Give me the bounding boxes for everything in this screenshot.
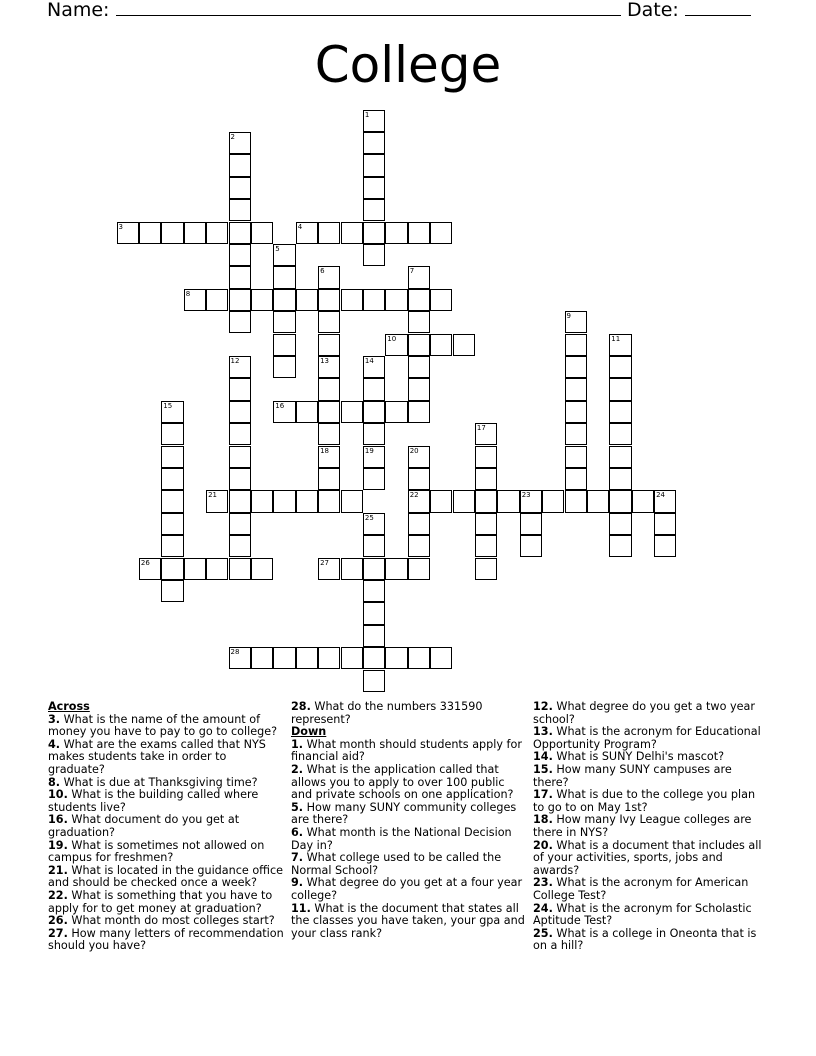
clue-item-number: 3. [48,712,61,726]
clue-item-number: 1. [291,737,304,751]
grid-cell[interactable] [161,535,183,557]
down-clues-column-1 [291,701,527,940]
grid-cell[interactable] [587,490,609,512]
clue-item-number: 13. [533,725,553,739]
grid-cell[interactable] [229,199,251,221]
across-clues-column [48,701,284,953]
clue-item-text: What degree do you get a two year school? [533,700,755,726]
grid-cell[interactable] [318,558,340,580]
clue-item [48,928,284,953]
grid-cell[interactable] [318,468,340,490]
clue-item-text: What is the name of the amount of money you have to pay to go to college? [48,712,278,739]
clue-number: 1 [364,110,370,119]
clue-number: 14 [364,356,374,365]
name-label: Name: [47,0,110,21]
grid-cell[interactable] [318,401,340,423]
grid-cell[interactable] [296,490,318,512]
clue-item-number: 4. [48,737,61,751]
grid-cell[interactable] [363,423,385,445]
grid-cell[interactable] [229,289,251,311]
grid-cell[interactable] [565,311,587,333]
grid-cell[interactable] [408,446,430,468]
date-field[interactable] [627,0,751,21]
grid-cell[interactable] [229,244,251,266]
grid-cell[interactable] [654,535,676,557]
clue-item-number: 27. [48,926,68,940]
grid-cell[interactable] [363,647,385,669]
grid-cell[interactable] [385,222,407,244]
grid-cell[interactable] [318,356,340,378]
clue-item-text: How many SUNY community colleges are there? [291,800,517,827]
grid-cell[interactable] [206,490,228,512]
clue-item-number: 20. [533,838,553,852]
grid-cell[interactable] [229,222,251,244]
clue-item-text: What document do you get at graduation? [48,813,240,839]
grid-cell[interactable] [251,222,273,244]
clue-number: 7 [409,267,415,276]
clue-number: 23 [521,491,531,500]
grid-cell[interactable] [184,222,206,244]
clue-number: 17 [476,424,486,433]
grid-cell[interactable] [273,647,295,669]
clue-item [48,814,284,839]
clue-number: 15 [163,401,173,410]
down-clues-column-2 [533,701,769,953]
grid-cell[interactable] [161,580,183,602]
grid-cell[interactable] [161,513,183,535]
grid-cell[interactable] [542,490,564,512]
grid-cell[interactable] [497,490,519,512]
grid-cell[interactable] [609,356,631,378]
grid-cell[interactable] [385,558,407,580]
clue-number: 6 [320,267,325,276]
grid-cell[interactable] [161,490,183,512]
clue-item-text: How many SUNY campuses are there? [533,762,732,789]
grid-cell[interactable] [273,266,295,288]
grid-cell[interactable] [318,266,340,288]
grid-cell[interactable] [430,222,452,244]
grid-cell[interactable] [408,468,430,490]
grid-cell[interactable] [161,423,183,445]
clue-item-text: What is the document that states all the classes you have taken, your gpa and your class rank? [291,901,525,940]
clue-item [291,903,527,941]
clue-item [291,802,527,827]
grid-cell[interactable] [565,468,587,490]
grid-cell[interactable] [609,423,631,445]
grid-cell[interactable] [139,222,161,244]
grid-cell[interactable] [273,401,295,423]
clue-item-text: What college used to be called the Normal School? [291,851,502,877]
clue-item [291,852,527,877]
grid-cell[interactable] [296,289,318,311]
grid-cell[interactable] [430,334,452,356]
grid-cell[interactable] [229,535,251,557]
grid-cell[interactable] [475,446,497,468]
grid-cell[interactable] [408,378,430,400]
clue-item-number: 11. [291,901,311,915]
grid-cell[interactable] [117,222,139,244]
grid-cell[interactable] [296,401,318,423]
grid-cell[interactable] [273,244,295,266]
grid-cell[interactable] [184,558,206,580]
grid-cell[interactable] [475,490,497,512]
clue-item-number: 12. [533,700,553,713]
grid-cell[interactable] [341,222,363,244]
clue-item [533,877,769,902]
name-line[interactable] [116,0,621,16]
grid-cell[interactable] [363,468,385,490]
grid-cell[interactable] [318,289,340,311]
clue-item-text: What is sometimes not allowed on campus for freshmen? [48,838,265,865]
grid-cell[interactable] [609,401,631,423]
grid-cell[interactable] [565,334,587,356]
grid-cell[interactable] [565,446,587,468]
grid-cell[interactable] [565,401,587,423]
grid-cell[interactable] [363,356,385,378]
grid-cell[interactable] [273,334,295,356]
grid-cell[interactable] [408,490,430,512]
grid-cell[interactable] [251,647,273,669]
grid-cell[interactable] [408,289,430,311]
clue-number: 20 [409,446,419,455]
grid-cell[interactable] [475,513,497,535]
grid-cell[interactable] [385,289,407,311]
clue-item [533,928,769,953]
grid-cell[interactable] [229,266,251,288]
grid-cell[interactable] [341,289,363,311]
grid-cell[interactable] [229,513,251,535]
across-heading: Across [48,700,90,713]
clue-item [533,903,769,928]
grid-cell[interactable] [161,401,183,423]
clue-item-text: What month do most colleges start? [67,914,275,928]
grid-cell[interactable] [318,311,340,333]
grid-cell[interactable] [609,490,631,512]
grid-cell[interactable] [565,356,587,378]
clue-item-text: What is the application called that allows you to apply to over 100 public and private schools on one application? [291,762,514,802]
grid-cell[interactable] [229,356,251,378]
grid-cell[interactable] [609,446,631,468]
grid-cell[interactable] [161,558,183,580]
clue-item-text: What month is the National Decision Day in? [291,825,512,852]
grid-cell[interactable] [520,535,542,557]
grid-cell[interactable] [430,647,452,669]
clue-number: 10 [387,334,397,343]
grid-cell[interactable] [654,513,676,535]
clue-item-number: 19. [48,838,68,852]
grid-cell[interactable] [385,401,407,423]
grid-cell[interactable] [139,558,161,580]
grid-cell[interactable] [206,222,228,244]
clue-item-text: What is the acronym for Educational Opportunity Program? [533,725,761,751]
clue-item-text: What do the numbers 331590 represent? [291,700,483,726]
clue-item [48,714,284,739]
grid-cell[interactable] [161,468,183,490]
grid-cell[interactable] [341,490,363,512]
clue-item-text: What is the acronym for Scholastic Aptitude Test? [533,901,752,928]
clue-number: 24 [656,491,666,500]
clue-item-number: 25. [533,926,553,940]
grid-cell[interactable] [341,401,363,423]
clue-item-number: 22. [48,888,68,902]
grid-cell[interactable] [520,490,542,512]
grid-cell[interactable] [363,378,385,400]
clue-item-number: 18. [533,813,553,827]
grid-cell[interactable] [229,311,251,333]
grid-cell[interactable] [408,535,430,557]
grid-cell[interactable] [318,222,340,244]
grid-cell[interactable] [408,647,430,669]
grid-cell[interactable] [229,154,251,176]
grid-cell[interactable] [229,558,251,580]
clue-item-text: What is something that you have to apply for to get money at graduation? [48,888,273,915]
clue-number: 28 [230,648,240,657]
clue-number: 26 [140,558,150,567]
clue-item [291,701,527,726]
clue-number: 9 [566,312,571,321]
clue-number: 5 [275,244,280,253]
clue-number: 12 [230,356,240,365]
grid-cell[interactable] [632,490,654,512]
grid-cell[interactable] [475,423,497,445]
grid-cell[interactable] [408,356,430,378]
clue-number: 27 [320,558,330,567]
grid-cell[interactable] [475,468,497,490]
clue-item [533,840,769,878]
grid-cell[interactable] [408,334,430,356]
grid-cell[interactable] [363,132,385,154]
clue-item [533,701,769,726]
grid-cell[interactable] [363,602,385,624]
clue-item-number: 21. [48,863,68,877]
clue-item [533,726,769,751]
clue-item-number: 9. [291,876,304,890]
grid-cell[interactable] [363,580,385,602]
clue-item-number: 24. [533,901,553,915]
clue-item-number: 7. [291,851,304,865]
clue-item-text: What is SUNY Delhi's mascot? [552,750,725,764]
grid-cell[interactable] [296,222,318,244]
grid-cell[interactable] [363,177,385,199]
grid-cell[interactable] [408,311,430,333]
grid-cell[interactable] [318,446,340,468]
grid-cell[interactable] [229,446,251,468]
grid-cell[interactable] [273,356,295,378]
clue-item-text: What is due at Thanksgiving time? [60,775,258,789]
grid-cell[interactable] [229,423,251,445]
clue-number: 13 [320,356,330,365]
clue-item [291,764,527,802]
grid-cell[interactable] [229,132,251,154]
grid-cell[interactable] [609,334,631,356]
grid-cell[interactable] [251,558,273,580]
clue-item-text: What month should students apply for financial aid? [291,737,522,764]
grid-cell[interactable] [609,535,631,557]
grid-cell[interactable] [385,334,407,356]
grid-cell[interactable] [229,490,251,512]
grid-cell[interactable] [408,401,430,423]
name-field[interactable] [47,0,621,21]
grid-cell[interactable] [363,625,385,647]
grid-cell[interactable] [363,199,385,221]
grid-cell[interactable] [363,401,385,423]
grid-cell[interactable] [475,558,497,580]
grid-cell[interactable] [273,490,295,512]
grid-cell[interactable] [520,513,542,535]
clue-item [48,789,284,814]
clue-item-text: What is located in the guidance office and should be checked once a week? [48,863,284,890]
grid-cell[interactable] [609,513,631,535]
clue-number: 25 [364,513,374,522]
clue-number: 19 [364,446,374,455]
clue-item [533,814,769,839]
grid-cell[interactable] [161,222,183,244]
grid-cell[interactable] [273,289,295,311]
grid-cell[interactable] [206,289,228,311]
grid-cell[interactable] [229,647,251,669]
grid-cell[interactable] [408,266,430,288]
grid-cell[interactable] [318,423,340,445]
grid-cell[interactable] [318,334,340,356]
grid-cell[interactable] [363,154,385,176]
grid-cell[interactable] [363,670,385,692]
grid-cell[interactable] [161,446,183,468]
grid-cell[interactable] [206,558,228,580]
clue-item-number: 5. [291,800,304,814]
clue-number: 8 [185,289,191,298]
clue-item [48,739,284,777]
clue-number: 22 [409,491,419,500]
clue-item [48,865,284,890]
clue-item-text: What is a document that includes all of your activities, sports, jobs and awards? [533,838,762,877]
grid-cell[interactable] [453,334,475,356]
grid-cell[interactable] [565,423,587,445]
clue-item-text: How many letters of recommendation should you have? [48,926,284,953]
clue-item [533,764,769,789]
clue-item-number: 6. [291,825,304,839]
grid-cell[interactable] [273,311,295,333]
grid-cell[interactable] [408,222,430,244]
grid-cell[interactable] [408,513,430,535]
grid-cell[interactable] [184,289,206,311]
clue-item-number: 28. [291,700,311,713]
grid-cell[interactable] [341,558,363,580]
clue-item-number: 14. [533,750,553,764]
grid-cell[interactable] [408,558,430,580]
clue-number: 21 [208,491,218,500]
clue-number: 2 [230,132,235,141]
clue-number: 4 [297,222,303,231]
grid-cell[interactable] [363,558,385,580]
clue-number: 18 [320,446,330,455]
grid-cell[interactable] [430,289,452,311]
clue-number: 11 [611,334,621,343]
grid-cell[interactable] [318,378,340,400]
clue-item-number: 8. [48,775,61,789]
clue-item [533,789,769,814]
down-heading: Down [291,725,327,739]
grid-cell[interactable] [609,378,631,400]
grid-cell[interactable] [430,490,452,512]
clue-item [291,739,527,764]
grid-cell[interactable] [565,490,587,512]
clue-item-text: What is the acronym for American College Test? [533,876,749,902]
page-title: College [314,36,502,94]
grid-cell[interactable] [229,401,251,423]
grid-cell[interactable] [363,244,385,266]
clue-item-text: What degree do you get at a four year college? [291,876,523,902]
grid-cell[interactable] [363,289,385,311]
clue-number: 3 [118,222,123,231]
clue-item-text: How many Ivy League colleges are there in NYS? [533,813,752,839]
grid-cell[interactable] [296,647,318,669]
clue-item-number: 17. [533,788,553,802]
clue-item-number: 2. [291,762,304,776]
grid-cell[interactable] [453,490,475,512]
grid-cell[interactable] [609,468,631,490]
clue-item-text: What is due to the college you plan to go to on May 1st? [533,788,756,814]
grid-cell[interactable] [363,110,385,132]
grid-cell[interactable] [385,647,407,669]
grid-cell[interactable] [565,378,587,400]
clue-item-number: 16. [48,813,68,827]
grid-cell[interactable] [251,289,273,311]
grid-cell[interactable] [229,378,251,400]
grid-cell[interactable] [363,222,385,244]
clue-item [291,827,527,852]
clue-item [48,840,284,865]
grid-cell[interactable] [341,647,363,669]
clue-item-number: 15. [533,762,553,776]
clue-item [291,877,527,902]
date-line[interactable] [685,0,751,16]
grid-cell[interactable] [318,647,340,669]
date-label: Date: [627,0,679,21]
grid-cell[interactable] [363,446,385,468]
grid-cell[interactable] [363,535,385,557]
grid-cell[interactable] [251,490,273,512]
clue-item-text: What is a college in Oneonta that is on a hill? [533,926,757,953]
clue-item-number: 10. [48,788,68,802]
grid-cell[interactable] [229,468,251,490]
clue-item [48,890,284,915]
clue-item-text: What are the exams called that NYS makes students take in order to graduate? [48,737,266,776]
clue-item-number: 26. [48,914,68,928]
clue-item-number: 23. [533,876,553,890]
grid-cell[interactable] [654,490,676,512]
clue-number: 16 [275,401,285,410]
grid-cell[interactable] [229,177,251,199]
grid-cell[interactable] [318,490,340,512]
clue-item-text: What is the building called where students live? [48,788,259,814]
grid-cell[interactable] [475,535,497,557]
grid-cell[interactable] [363,513,385,535]
